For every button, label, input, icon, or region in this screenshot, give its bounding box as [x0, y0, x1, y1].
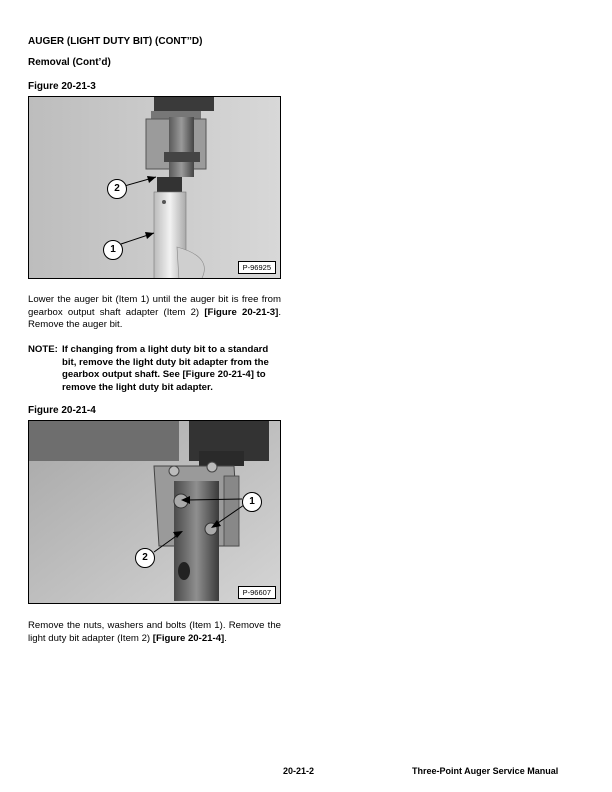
auger-bit-photo	[29, 97, 281, 279]
section-title: AUGER (LIGHT DUTY BIT) (CONT’’D)	[28, 36, 203, 47]
note-block	[28, 344, 281, 394]
subsection-title: Removal (Cont’d)	[28, 57, 111, 68]
part-number-label: P-96607	[238, 586, 276, 599]
callout-1: 1	[103, 240, 123, 260]
note-text: If changing from a light duty bit to a standard bit, remove the light duty bit adapter from the gearbox output shaft. See [Figure 20-21-4] to remove the light duty bit adapter.	[62, 344, 269, 393]
instruction-text-end: .	[224, 632, 227, 644]
instruction-text-end: . Remove the auger bit.	[28, 306, 281, 331]
figure-reference: [Figure 20-21-4]	[152, 632, 225, 644]
manual-title: Three-Point Auger Service Manual	[412, 766, 559, 776]
part-number-label: P-96925	[238, 261, 276, 274]
figure-photo-1	[28, 96, 281, 279]
figure-photo-2	[28, 420, 281, 604]
instruction-paragraph-1	[28, 294, 281, 332]
callout-2: 2	[135, 548, 155, 568]
instruction-text: Lower the auger bit (Item 1) until the auger bit is free from gearbox output shaft adapter (Item 2)	[28, 294, 281, 318]
callout-2: 2	[107, 179, 127, 199]
adapter-photo	[29, 421, 281, 604]
instruction-paragraph-2	[28, 620, 281, 645]
figure-caption-2: Figure 20-21-4	[28, 405, 96, 416]
note-label: NOTE:	[28, 344, 58, 355]
page-number: 20-21-2	[283, 766, 315, 776]
callout-1: 1	[242, 492, 262, 512]
figure-caption-1: Figure 20-21-3	[28, 81, 96, 92]
instruction-text: Remove the nuts, washers and bolts (Item 1). Remove the light duty bit adapter (Item 2)	[28, 620, 281, 644]
figure-reference: [Figure 20-21-3]	[204, 306, 279, 318]
